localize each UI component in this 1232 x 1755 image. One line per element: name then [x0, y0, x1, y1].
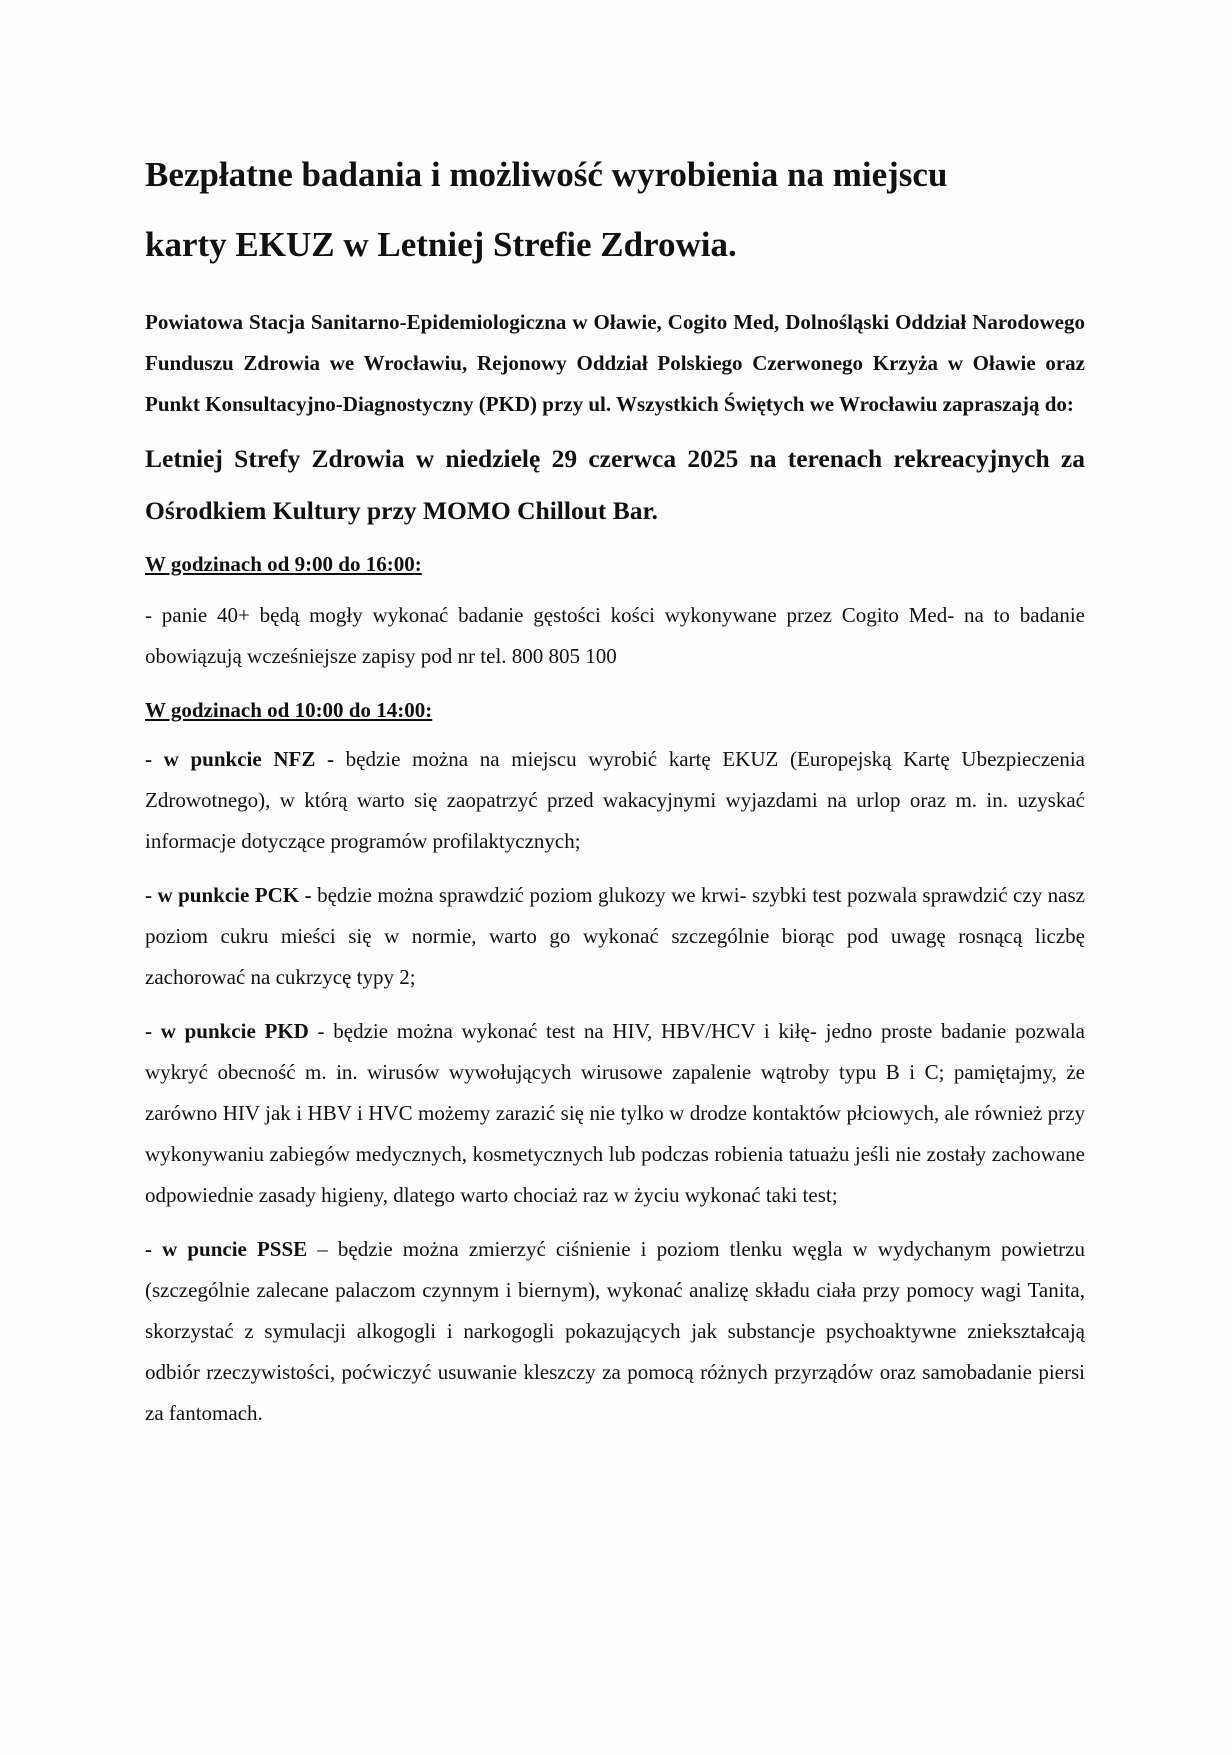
- pck-point-paragraph: [145, 875, 1085, 998]
- hours-heading-9-16: W godzinach od 9:00 do 16:00:: [145, 552, 422, 576]
- title-line-2: karty EKUZ w Letniej Strefie Zdrowia.: [145, 225, 737, 264]
- nfz-point-paragraph: [145, 739, 1085, 862]
- pkd-point-paragraph: [145, 1011, 1085, 1216]
- pck-point-text: będzie można sprawdzić poziom glukozy we krwi- szybki test pozwala sprawdzić czy nasz poziom cukru mieści się w normie, warto go wykonać szczególnie biorąc pod uwagę rosnącą liczbę zachorować na cukrzycę typy 2;: [145, 883, 1085, 989]
- nfz-point-label: - w punkcie NFZ -: [145, 747, 334, 771]
- pkd-point-label: - w punkcie PKD: [145, 1019, 309, 1043]
- nfz-point-text: będzie można na miejscu wyrobić kartę EKUZ (Europejską Kartę Ubezpieczenia Zdrowotnego), w którą warto się zaopatrzyć przed wakacyjnymi wyjazdami na urlop oraz m. in. uzyskać informacje dotyczące programów profilaktycznych;: [145, 747, 1085, 853]
- title-line-1: Bezpłatne badania i możliwość wyrobienia na miejscu: [145, 155, 948, 194]
- pkd-point-text: - będzie można wykonać test na HIV, HBV/HCV i kiłę- jedno proste badanie pozwala wykryć obecność m. in. wirusów wywołujących wirusowe zapalenie wątroby typu B i C; pamiętajmy, że zarówno HIV jak i HBV i HVC możemy zarazić się nie tylko w drodze kontaktów płciowych, ale również przy wykonywaniu zabiegów medycznych, kosmetycznych lub podczas robienia tatuażu jeśli nie zostały zachowane odpowiednie zasady higieny, dlatego warto chociaż raz w życiu wykonać taki test;: [145, 1019, 1086, 1207]
- psse-point-label: - w puncie PSSE: [145, 1237, 308, 1261]
- intro-paragraph: Powiatowa Stacja Sanitarno-Epidemiologiczna w Oławie, Cogito Med, Dolnośląski Oddział Narodowego Funduszu Zdrowia we Wrocławiu, Rejonowy Oddział Polskiego Czerwonego Krzyża w Oławie oraz Punkt Konsultacyjno-Diagnostyczny (PKD) przy ul. Wszystkich Świętych we Wrocławiu zapraszają do:: [145, 310, 1085, 416]
- bone-density-paragraph: - panie 40+ będą mogły wykonać badanie gęstości kości wykonywane przez Cogito Med- na to badanie obowiązują wcześniejsze zapisy pod nr tel. 800 805 100: [145, 603, 1085, 668]
- psse-point-paragraph: [145, 1229, 1085, 1434]
- document-title: [145, 140, 1085, 280]
- hours-heading-10-14: W godzinach od 10:00 do 14:00:: [145, 698, 433, 722]
- event-details: Letniej Strefy Zdrowia w niedzielę 29 czerwca 2025 na terenach rekreacyjnych za Ośrodkiem Kultury przy MOMO Chillout Bar.: [145, 444, 1085, 525]
- document-content: [145, 140, 1085, 1434]
- pck-point-label: - w punkcie PCK -: [145, 883, 312, 907]
- psse-point-text: – będzie można zmierzyć ciśnienie i poziom tlenku węgla w wydychanym powietrzu (szczególnie zalecane palaczom czynnym i biernym), wykonać analizę składu ciała przy pomocy wagi Tanita, skorzystać z symulacji alkogogli i narkogogli pokazujących jak substancje psychoaktywne zniekształcają odbiór rzeczywistości, poćwiczyć usuwanie kleszczy za pomocą różnych przyrządów oraz samobadanie piersi za fantomach.: [145, 1237, 1085, 1425]
